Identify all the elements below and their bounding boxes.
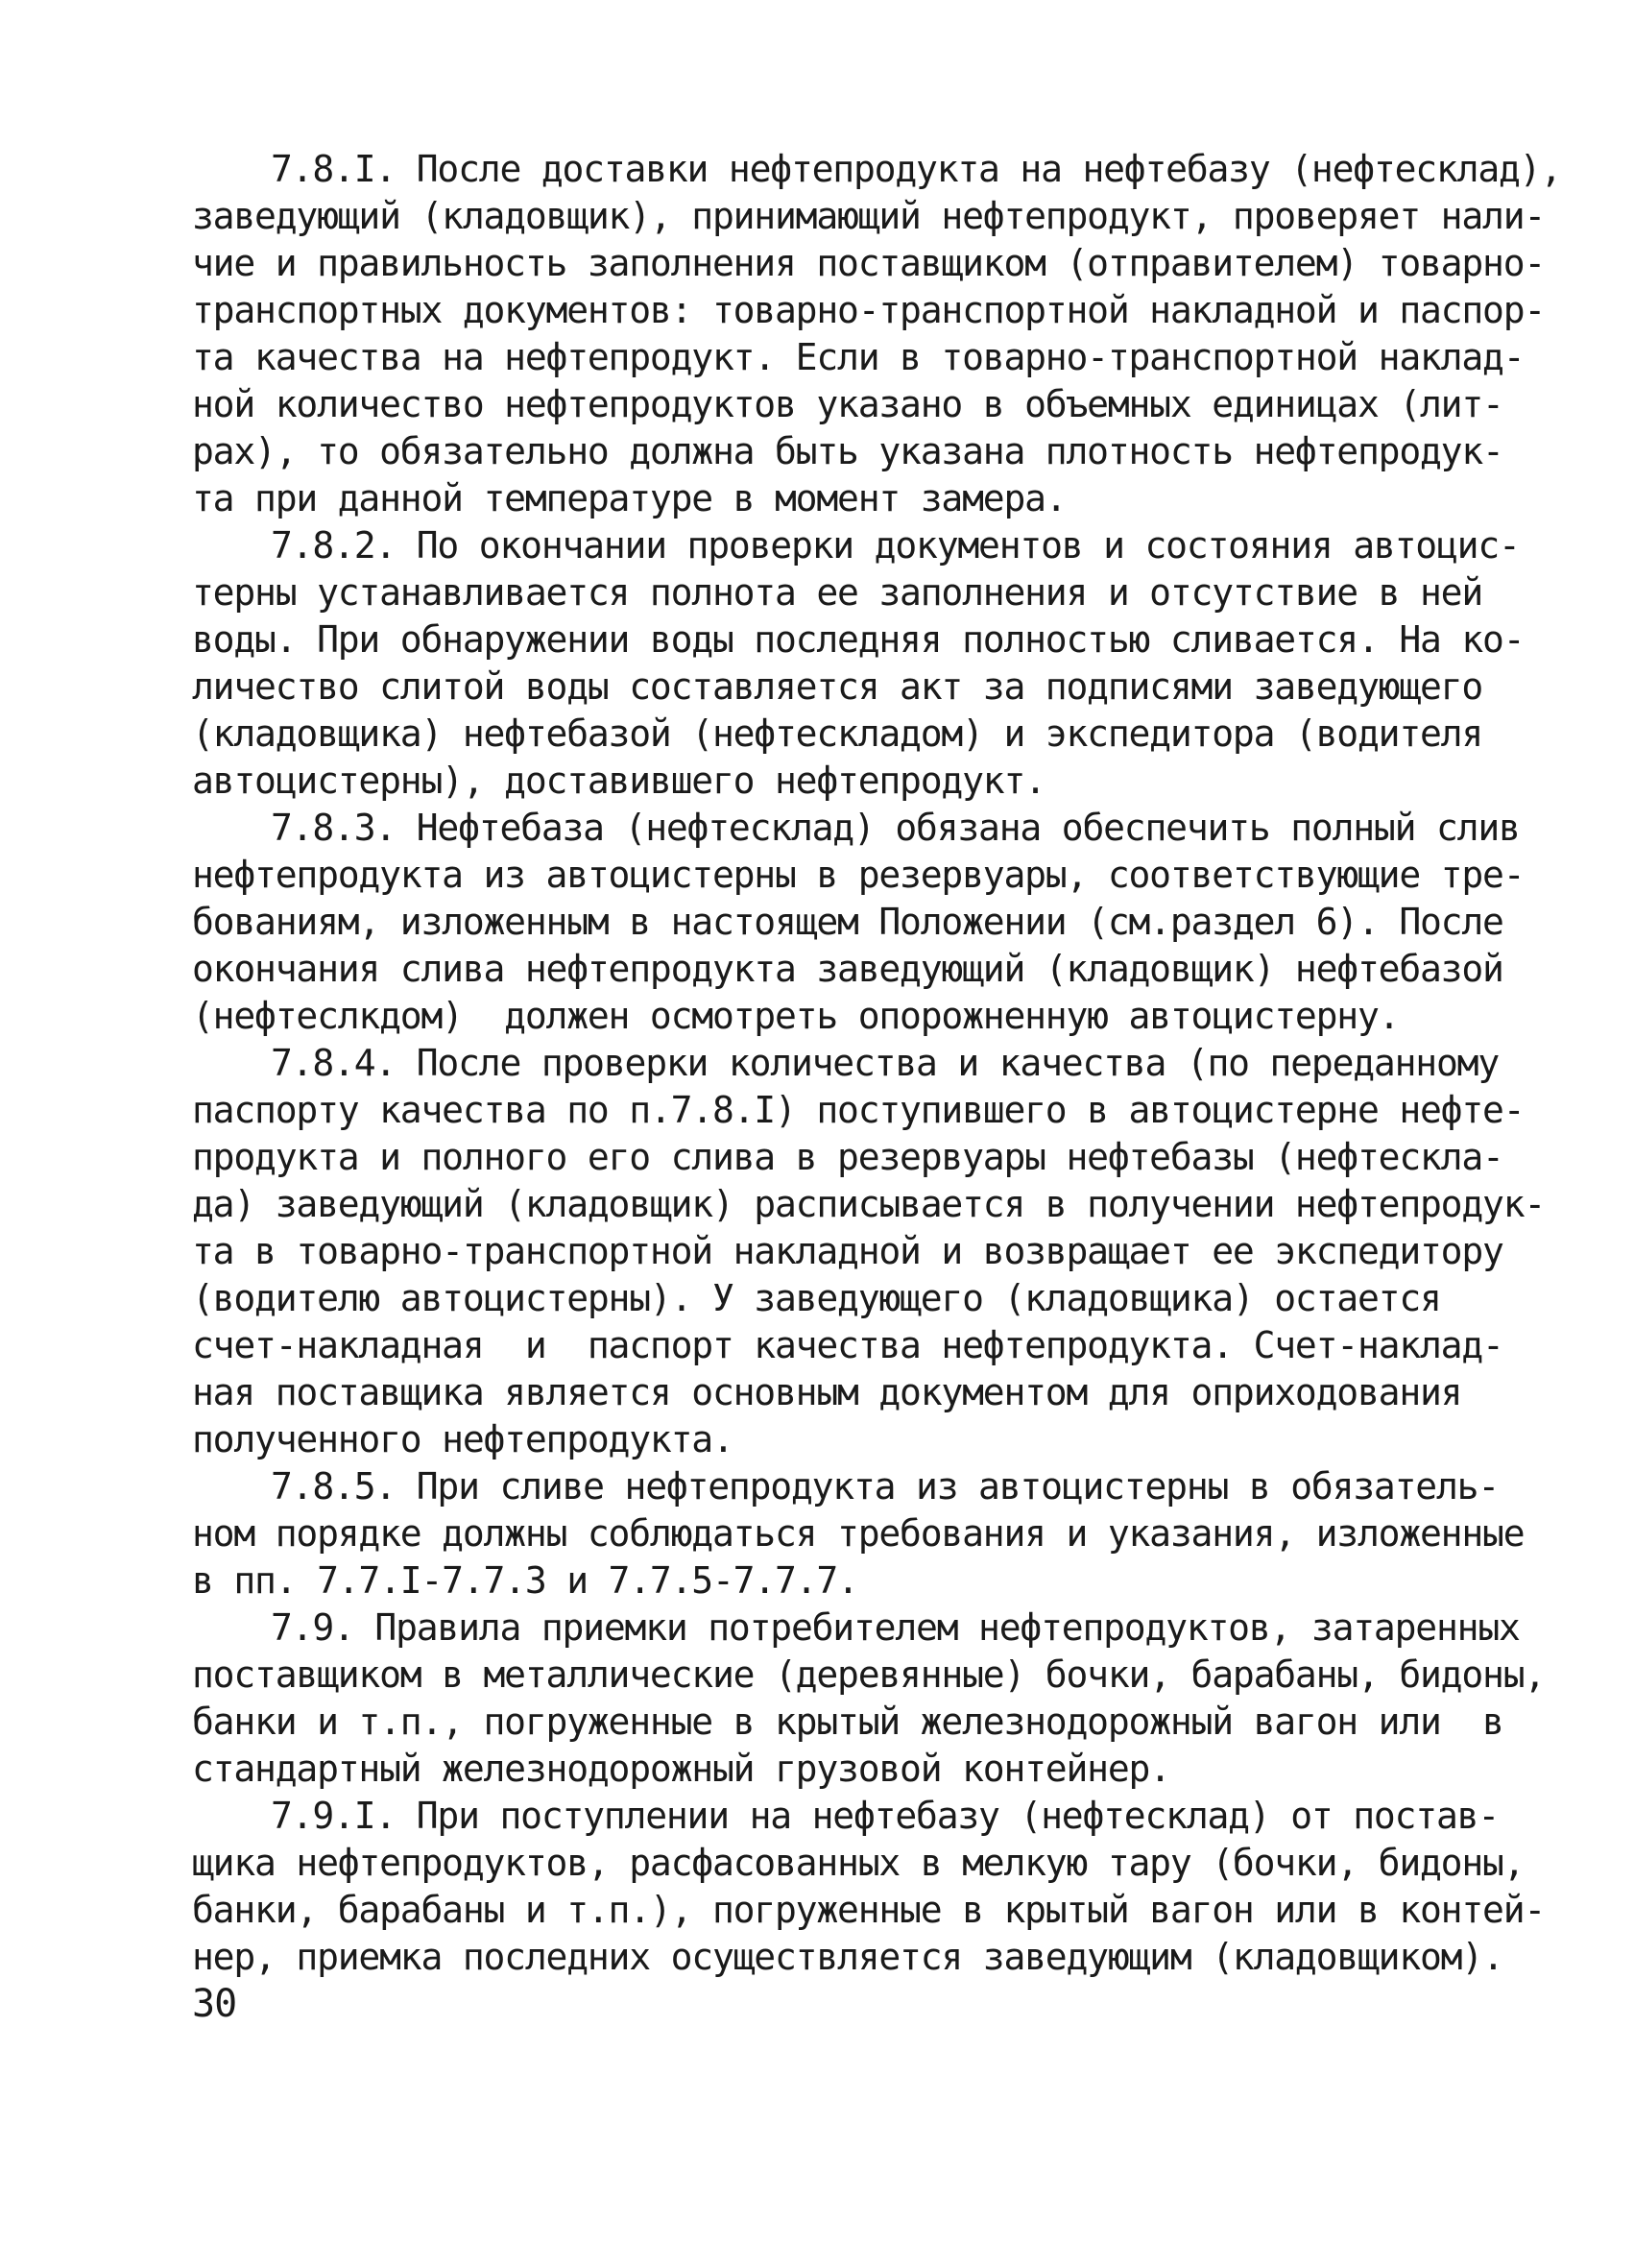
text-line: нер, приемка последних осуществляется заведующим (кладовщиком). (192, 1936, 1503, 1978)
text-line: бованиям, изложенным в настоящем Положении (см.раздел 6). После (192, 901, 1503, 943)
text-line: транспортных документов: товарно-транспортной накладной и паспор- (192, 289, 1546, 331)
text-line: да) заведующий (кладовщик) расписывается в получении нефтепродук- (192, 1183, 1546, 1225)
page-number: 30 (192, 1982, 237, 2026)
text-line: 7.9. Правила приемки потребителем нефтепродуктов, затаренных (271, 1606, 1520, 1649)
text-line: чие и правильность заполнения поставщиком (отправителем) товарно- (192, 242, 1546, 284)
text-line: терны устанавливается полнота ее заполнения и отсутствие в ней (192, 571, 1483, 614)
paragraph-7-8-2 (192, 522, 1525, 805)
text-line: (кладовщика) нефтебазой (нефтескладом) и экспедитора (водителя (192, 712, 1483, 755)
text-line: воды. При обнаружении воды последняя полностью сливается. На ко- (192, 618, 1525, 661)
paragraph-7-8-1 (192, 146, 1562, 522)
text-line: полученного нефтепродукта. (192, 1418, 733, 1460)
text-line: нефтепродукта из автоцистерны в резервуары, соответствующие тре- (192, 854, 1525, 896)
paragraph-7-8-5 (192, 1463, 1525, 1604)
text-line: (водителю автоцистерны). У заведующего (кладовщика) остается (192, 1277, 1441, 1319)
text-line: банки, барабаны и т.п.), погруженные в крытый вагон или в контей- (192, 1889, 1546, 1931)
text-line: та при данной температуре в момент замера. (192, 477, 1067, 519)
text-line: 7.8.5. При сливе нефтепродукта из автоцистерны в обязатель- (271, 1465, 1499, 1508)
text-line: окончания слива нефтепродукта заведующий (кладовщик) нефтебазой (192, 948, 1503, 990)
text-line: автоцистерны), доставившего нефтепродукт. (192, 760, 1045, 802)
text-line: паспорту качества по п.7.8.I) поступившего в автоцистерне нефте- (192, 1089, 1525, 1131)
paragraph-7-9 (192, 1604, 1546, 1793)
text-line: 7.8.4. После проверки количества и качества (по переданному (271, 1042, 1499, 1084)
text-line: личество слитой воды составляется акт за подписями заведующего (192, 665, 1483, 708)
text-line: 7.9.I. При поступлении на нефтебазу (нефтесклад) от постав- (271, 1795, 1499, 1837)
text-line: счет-накладная и паспорт качества нефтепродукта. Счет-наклад- (192, 1324, 1503, 1366)
text-line: ном порядке должны соблюдаться требования и указания, изложенные (192, 1512, 1525, 1555)
paragraph-7-9-1 (192, 1793, 1546, 1981)
text-line: продукта и полного его слива в резервуары нефтебазы (нефтескла- (192, 1136, 1503, 1178)
document-body (192, 146, 1562, 1981)
text-line: ная поставщика является основным документом для оприходования (192, 1371, 1462, 1413)
text-line: банки и т.п., погруженные в крытый железнодорожный вагон или в (192, 1701, 1503, 1743)
text-line: стандартный железнодорожный грузовой контейнер. (192, 1748, 1170, 1790)
text-line: заведующий (кладовщик), принимающий нефтепродукт, проверяет нали- (192, 195, 1546, 237)
text-line: 7.8.3. Нефтебаза (нефтесклад) обязана обеспечить полный слив (271, 807, 1520, 849)
text-line: та в товарно-транспортной накладной и возвращает ее экспедитору (192, 1230, 1503, 1272)
text-line: 7.8.2. По окончании проверки документов и состояния автоцис- (271, 524, 1520, 567)
text-line: поставщиком в металлические (деревянные) бочки, барабаны, бидоны, (192, 1653, 1546, 1696)
paragraph-7-8-4 (192, 1040, 1546, 1463)
text-line: ной количество нефтепродуктов указано в объемных единицах (лит- (192, 383, 1503, 425)
text-line: та качества на нефтепродукт. Если в товарно-транспортной наклад- (192, 336, 1525, 378)
paragraph-7-8-3 (192, 805, 1525, 1040)
text-line: рах), то обязательно должна быть указана плотность нефтепродук- (192, 430, 1503, 472)
text-line: щика нефтепродуктов, расфасованных в мелкую тару (бочки, бидоны, (192, 1842, 1525, 1884)
text-line: 7.8.I. После доставки нефтепродукта на нефтебазу (нефтесклад), (271, 148, 1562, 190)
text-line: (нефтеслкдом) должен осмотреть опорожненную автоцистерну. (192, 995, 1400, 1037)
text-line: в пп. 7.7.I-7.7.3 и 7.7.5-7.7.7. (192, 1559, 858, 1602)
